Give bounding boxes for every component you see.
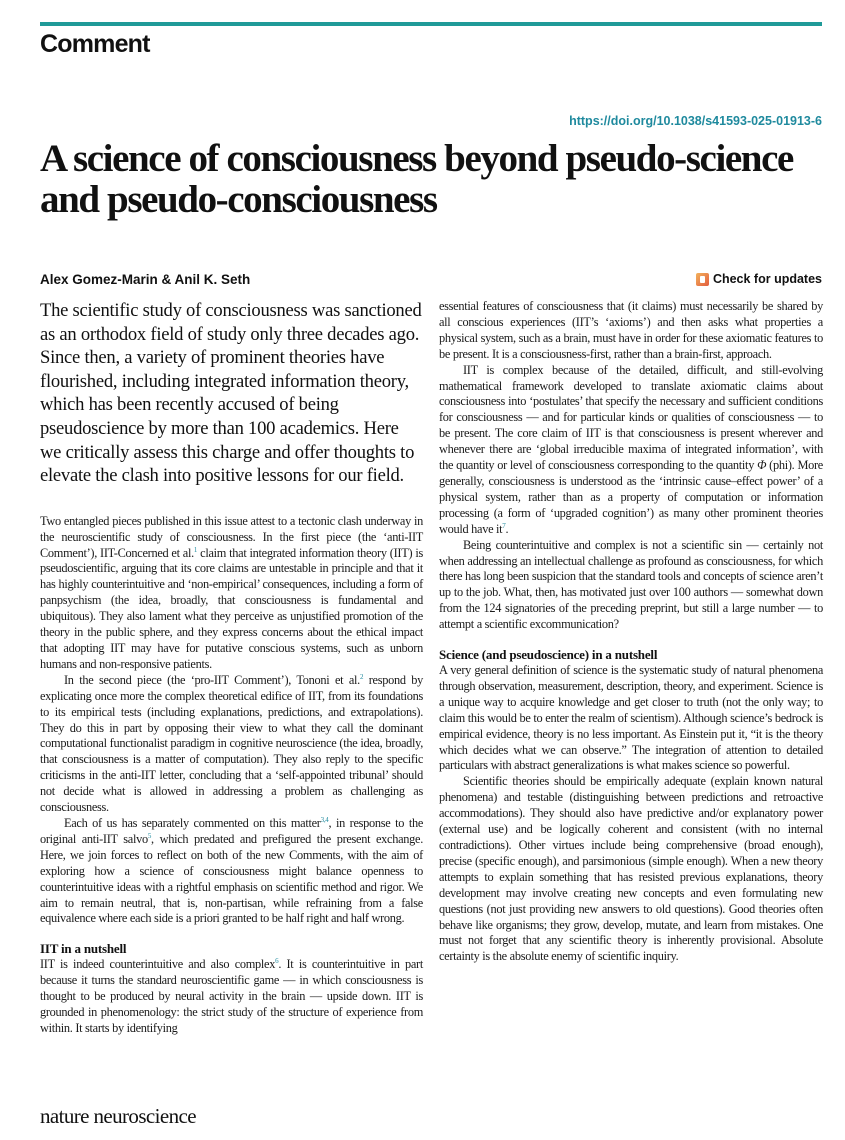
section-heading-iit: IIT in a nutshell <box>40 941 127 957</box>
phi-symbol: Φ <box>757 458 767 473</box>
paragraph-1 <box>40 514 423 673</box>
citation-ref[interactable]: 2 <box>359 672 364 681</box>
paragraph-8: A very general definition of science is the systematic study of natural phenomena through observation, measurement, description, theory, and experiment. Science is a unique way to acquire knowledge and get closer to truth (not the only way; to claim this would be to enter the realm of scientism). Although science’s bedrock is empirical evidence, theory is no less important. As Einstein put it, “it is the theory which decides what we can observe.” The integration of attention to detailed particulars with abstract generalizations is what makes science so powerful. <box>439 663 823 773</box>
header-accent-bar <box>40 22 822 26</box>
paragraph-5: essential features of consciousness that (it claims) must necessarily be shared by all conscious experiences (IIT’s ‘axioms’) and then asks what properties a physical system, such as a brain, must have in order for these axiomatic features to be present. It is a consciousness-first, rather than a brain-first, approach. <box>439 299 823 361</box>
check-updates-label: Check for updates <box>712 272 822 286</box>
doi-link[interactable]: https://doi.org/10.1038/s41593-025-01913-6 <box>569 114 822 128</box>
paragraph-4 <box>40 957 423 1037</box>
section-heading-science: Science (and pseudoscience) in a nutshell <box>439 647 658 663</box>
citation-ref[interactable]: 5 <box>147 831 152 840</box>
journal-logo: nature neuroscience <box>40 1104 196 1128</box>
paragraph-6-text-b: (phi). More generally, consciousness is understood as the ‘intrinsic cause–effect power’ of a physical system, rather than as a property of computation or information processing (a form of ‘upgraded cognition’) as many other prominent theories would have it <box>439 458 823 536</box>
citation-ref[interactable]: 7 <box>502 521 506 530</box>
paragraph-7: Being counterintuitive and complex is not a scientific sin — certainly not when addressing an intellectual challenge as profound as consciousness, for which there has long been suspicion that the standard tools and concepts of science aren’t up to the job. What, then, has motivated just over 100 authors — somewhat down from the 124 signatories of the preceding preprint, but still a large number — to attempt a scientific excommunication? <box>439 537 823 632</box>
paragraph-6-text-c: . <box>505 521 509 536</box>
section-label: Comment <box>40 30 150 58</box>
article-title: A science of consciousness beyond pseudo-science and pseudo-consciousness <box>40 137 793 221</box>
paragraph-4-text-b: . It is counterintuitive in part because it turns the standard neuroscientific game — in which consciousness is thought to be produced by neural activity in the brain — upside down. IIT is grounded in phenomenology: the strict study of the structure of experience from within. It starts by identifying <box>40 957 423 1035</box>
paragraph-3-text-b: , in response to the original anti-IIT salvo <box>40 815 423 846</box>
paragraph-9: Scientific theories should be empirically adequate (explain known natural phenomena) and testable (distinguishing between predictions and retroactive accommodations). They should also have predictive and/or explanatory power (external use) and be logically coherent and consistent (with no internal contradictions). Other virtues include being comprehensive (broad enough), precise (specific enough), and parsimonious (simple enough). When a new theory attempts to explain something that has resisted previous explanations, theory development may involve creating new concepts and even formulating new questions (not just providing new answers to old questions). Good theories often behave like organisms; they grow, develop, mutate, and learn from mistakes. One must not forget that any scientific theory is inherently provisional. Absolute certainty is the absolute enemy of scientific inquiry. <box>439 774 823 964</box>
paragraph-2-text-b: respond by explicating once more the complex theoretical edifice of IIT, from its foundations to its empirical tests (including explanations, predictions, and extrapolations). They do this in part by opposing their view to what they call the dominant computational functionalist paradigm in cognitive neuroscience (the idea, broadly, that consciousness is a matter of computation). They also reply to the specific criticisms in the anti-IIT letter, concluding that a ‘self-appointed tribunal’ should not decide what is allowed in addressing a problem as challenging as consciousness. <box>40 672 423 815</box>
paragraph-3 <box>40 816 423 927</box>
citation-ref[interactable]: 6 <box>275 957 279 966</box>
paragraph-1-text-a: Two entangled pieces published in this issue attest to a tectonic clash underway in the neuroscientific study of consciousness. In the first piece (the ‘anti-IIT Comment’), IIT-Concerned et al. <box>40 513 423 560</box>
paragraph-3-text-a: Each of us has separately commented on this matter <box>64 815 321 830</box>
paragraph-4-text-a: IIT is indeed counterintuitive and also complex <box>40 957 276 972</box>
left-column <box>40 299 423 1037</box>
paragraph-2-text-a: In the second piece (the ‘pro-IIT Comment’), Tononi et al. <box>64 672 360 687</box>
standfirst: The scientific study of consciousness was sanctioned as an orthodox field of study only three decades ago. Since then, a variety of prominent theories have flourished, including integrated information theory, which has been recently accused of being pseudoscience by more than 100 academics. Here we critically assess this charge and offer thoughts to elevate the clash into positive lessons for our field. <box>40 300 422 487</box>
author-list: Alex Gomez-Marin & Anil K. Seth <box>40 272 251 287</box>
check-updates-button[interactable] <box>696 272 822 286</box>
right-column <box>439 299 823 965</box>
paragraph-3-text-c: , which predated and prefigured the present exchange. Here, we join forces to reflect on both of the new Comments, with the aim of exploring how a science of consciousness might balance openness to counterintuitive ideas with a rightful emphasis on scientific method and rigor. We aim to remain neutral, that is, non-partisan, while refraining from a false equivalence where each side is a priori granted to be half right and half wrong. <box>40 831 423 926</box>
citation-ref[interactable]: 3,4 <box>320 815 329 824</box>
paragraph-6-text-a: IIT is complex because of the detailed, difficult, and still-evolving mathematical framework developed to translate axiomatic claims about consciousness into ‘postulates’ that specify the necessary and sufficient conditions for consciousness — and for particular kinds or qualities of consciousness — to be present. The core claim of IIT is that consciousness is present wherever and whenever there are ‘global irreducible maxima of integrated information’, with the quantity or level of consciousness corresponding to the quantity <box>439 362 823 473</box>
paragraph-6 <box>439 363 823 538</box>
citation-ref[interactable]: 1 <box>193 545 198 554</box>
check-updates-icon <box>696 273 709 286</box>
paragraph-1-text-b: claim that integrated information theory (IIT) is pseudoscientific, arguing that its core claims are untestable in principle and that it has highly counterintuitive and ‘non-empirical’ consequences, including a form of panpsychism (the idea, broadly, that consciousness is fundamental and ubiquitous). They also lament what they perceive as unjustified promotion of the theory in the public sphere, and they express concerns about the ethical impact that adopting IIT may have for putative conscious systems, such as unborn humans and non-responsive patients. <box>40 545 423 671</box>
paragraph-2 <box>40 673 423 816</box>
